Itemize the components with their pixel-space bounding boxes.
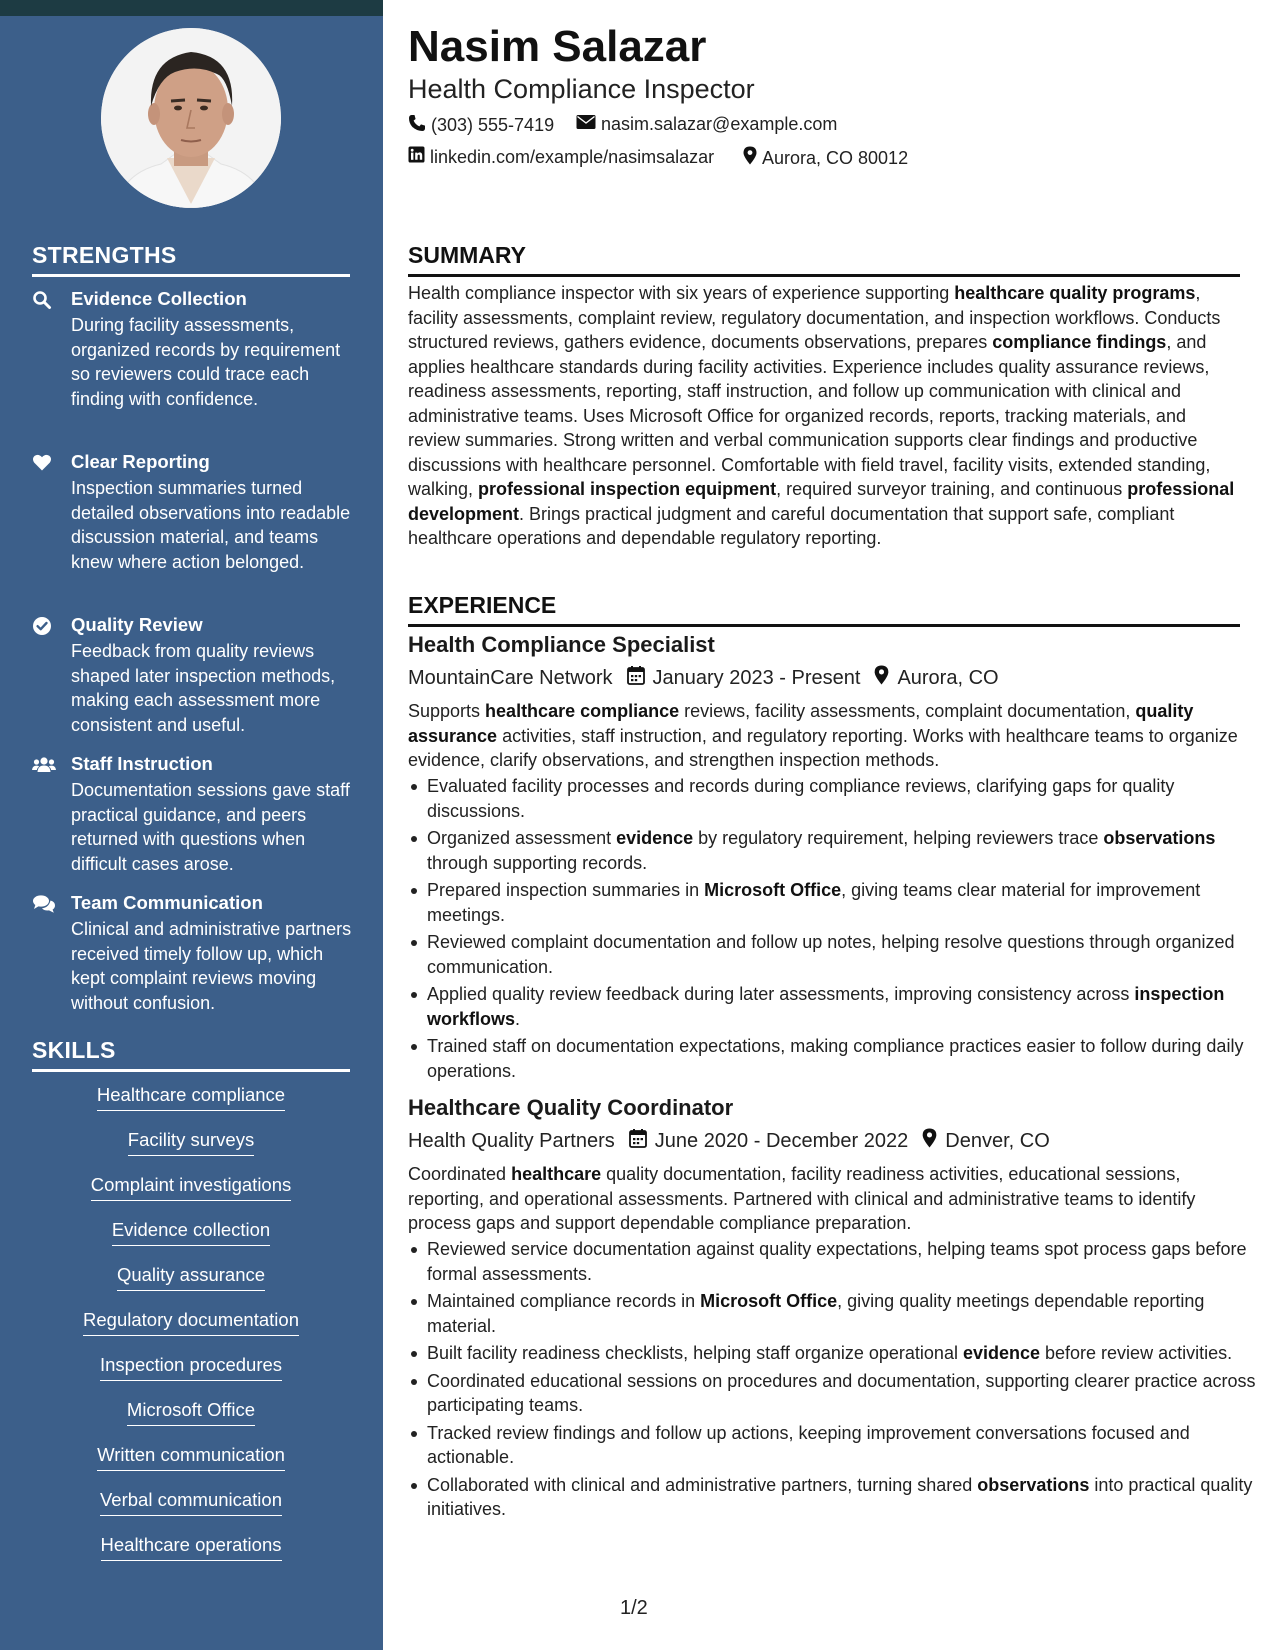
strength-description: Feedback from quality reviews shaped later inspection methods, making each assessment more consistent and useful.: [71, 641, 336, 735]
skills-list: [32, 1084, 350, 1579]
job-role: Health Compliance Inspector: [408, 74, 755, 104]
skill-tag: Regulatory documentation: [32, 1309, 350, 1354]
check-circle-icon: [32, 616, 54, 638]
strengths-heading: STRENGTHS: [32, 242, 350, 277]
skill-tag: Healthcare compliance: [32, 1084, 350, 1129]
sidebar-top-band: [0, 0, 383, 16]
strength-title: Evidence Collection: [71, 288, 247, 309]
bullet-item: Evaluated facility processes and records during compliance reviews, clarifying gaps for quality discussions.: [427, 774, 1259, 823]
map-pin-icon: [860, 665, 897, 691]
skill-tag: Complaint investigations: [32, 1174, 350, 1219]
strength-description: Documentation sessions gave staff practical guidance, and peers returned with questions when difficult cases arose.: [71, 780, 350, 874]
skill-tag: Facility surveys: [32, 1129, 350, 1174]
sidebar: [0, 0, 383, 1650]
skill-tag: Written communication: [32, 1444, 350, 1489]
job-bullets: [408, 1237, 1259, 1525]
bullet-item: Trained staff on documentation expectations, making compliance practices easier to follow during daily operations.: [427, 1034, 1259, 1083]
search-icon: [32, 290, 54, 312]
candidate-name: Nasim Salazar: [408, 22, 707, 71]
job-dates: June 2020 - December 2022: [654, 1129, 909, 1152]
phone-number: (303) 555-7419: [431, 115, 555, 135]
linkedin-url: linkedin.com/example/nasimsalazar: [430, 146, 715, 167]
strength-title: Team Communication: [71, 892, 263, 913]
bullet-item: Reviewed service documentation against quality expectations, helping teams spot process gaps before formal assessments.: [427, 1237, 1259, 1286]
calendar-icon: [613, 665, 653, 691]
company-name: Health Quality Partners: [408, 1129, 615, 1152]
page-number: 1/2: [620, 1597, 648, 1619]
map-pin-icon: [908, 1128, 945, 1154]
phone-contact[interactable]: [408, 114, 554, 137]
skill-tag: Healthcare operations: [32, 1534, 350, 1579]
skill-tag: Quality assurance: [32, 1264, 350, 1309]
location-contact: [743, 146, 908, 170]
company-name: MountainCare Network: [408, 666, 613, 689]
skill-tag: Inspection procedures: [32, 1354, 350, 1399]
job-dates: January 2023 - Present: [652, 666, 861, 689]
calendar-icon: [615, 1128, 655, 1154]
skills-heading: SKILLS: [32, 1037, 350, 1072]
skill-tag: Evidence collection: [32, 1219, 350, 1264]
envelope-icon: [576, 114, 601, 135]
job-intro: Supports healthcare compliance reviews, facility assessments, complaint documentation, quality assurance activities, staff instruction, and regulatory reporting. Works with healthcare teams to organize evidence, clarify observations, and strengthen inspection methods.: [408, 701, 1238, 770]
phone-icon: [408, 114, 431, 137]
linkedin-icon: [408, 146, 430, 168]
bullet-item: Maintained compliance records in Microsoft Office, giving quality meetings dependable reporting material.: [427, 1289, 1259, 1338]
job-intro: Coordinated healthcare quality documentation, facility readiness activities, educational sessions, reporting, and operational assessments. Partnered with clinical and administrative teams to identify process gaps and support dependable compliance preparation.: [408, 1164, 1196, 1233]
bullet-item: Tracked review findings and follow up actions, keeping improvement conversations focused and actionable.: [427, 1421, 1259, 1470]
strength-title: Clear Reporting: [71, 451, 210, 472]
job-meta: [408, 1128, 1050, 1154]
strength-description: During facility assessments, organized records by requirement so reviewers could trace each finding with confidence.: [71, 315, 341, 409]
job-title: Healthcare Quality Coordinator: [408, 1095, 734, 1120]
bullet-item: Coordinated educational sessions on procedures and documentation, supporting clearer practice across participating teams.: [427, 1369, 1259, 1418]
job-title: Health Compliance Specialist: [408, 632, 715, 657]
comments-icon: [32, 894, 54, 916]
map-pin-icon: [743, 146, 762, 170]
avatar: [101, 28, 281, 208]
linkedin-contact[interactable]: [408, 146, 714, 168]
summary-text: Health compliance inspector with six years of experience supporting healthcare quality programs, facility assessments, complaint review, regulatory documentation, and inspection workflows. Conducts structured reviews, gathers evidence, documents observations, prepares compliance findings, and applies healthcare standards during facility activities. Experience includes quality assurance reviews, readiness assessments, reporting, staff instruction, and follow up communication with clinical and administrative teams. Uses Microsoft Office for organized records, reports, tracking materials, and review summaries. Strong written and verbal communication supports clear findings and productive discussions with healthcare personnel. Comfortable with field travel, facility visits, extended standing, walking, professional inspection equipment, required surveyor training, and continuous professional development. Brings practical judgment and careful documentation that support safe, compliant healthcare operations and dependable regulatory reporting.: [408, 283, 1235, 548]
strength-title: Staff Instruction: [71, 753, 213, 774]
bullet-item: Applied quality review feedback during later assessments, improving consistency across inspection workflows.: [427, 982, 1259, 1031]
heart-icon: [32, 453, 54, 475]
skill-tag: Verbal communication: [32, 1489, 350, 1534]
bullet-item: Reviewed complaint documentation and follow up notes, helping resolve questions through organized communication.: [427, 930, 1259, 979]
bullet-item: Collaborated with clinical and administrative partners, turning shared observations into practical quality initiatives.: [427, 1473, 1259, 1522]
job-meta: [408, 665, 999, 691]
strength-description: Inspection summaries turned detailed observations into readable discussion material, and teams knew where action belonged.: [71, 478, 351, 572]
job-bullets: [408, 774, 1259, 1086]
location-text: Aurora, CO 80012: [762, 147, 909, 168]
users-icon: [32, 755, 54, 777]
skill-tag: Microsoft Office: [32, 1399, 350, 1444]
bullet-item: Organized assessment evidence by regulatory requirement, helping reviewers trace observations through supporting records.: [427, 826, 1259, 875]
job-location: Aurora, CO: [897, 666, 999, 689]
strength-title: Quality Review: [71, 614, 203, 635]
bullet-item: Built facility readiness checklists, helping staff organize operational evidence before review activities.: [427, 1341, 1259, 1366]
job-location: Denver, CO: [945, 1129, 1050, 1152]
summary-heading: SUMMARY: [408, 242, 1240, 277]
strength-description: Clinical and administrative partners received timely follow up, which kept complaint reviews moving without confusion.: [71, 919, 352, 1013]
email-contact[interactable]: [576, 114, 837, 135]
experience-heading: EXPERIENCE: [408, 592, 1240, 627]
bullet-item: Prepared inspection summaries in Microsoft Office, giving teams clear material for improvement meetings.: [427, 878, 1259, 927]
email-address: nasim.salazar@example.com: [601, 114, 838, 134]
